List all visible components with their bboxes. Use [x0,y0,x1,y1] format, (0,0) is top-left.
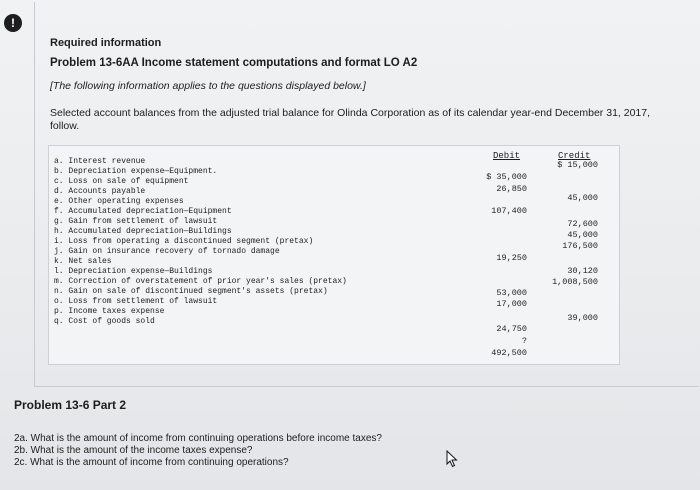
credit-value: 30,120 [567,266,598,276]
table-row-label: e. Other operating expenses [54,197,184,206]
instruction-note: [The following information applies to the questions displayed below.] [50,80,366,92]
debit-value: 19,250 [496,253,527,263]
table-row-label: m. Correction of overstatement of prior year's sales (pretax) [54,277,347,286]
table-row-label: j. Gain on insurance recovery of tornado damage [54,247,280,256]
credit-value: 39,000 [567,313,598,323]
debit-value: 492,500 [491,348,527,358]
question-2c: 2c. What is the amount of income from continuing operations? [14,457,289,468]
credit-value: 45,000 [567,193,598,203]
table-row-label: a. Interest revenue [54,157,146,166]
table-row-label: n. Gain on sale of discontinued segment's assets (pretax) [54,287,328,296]
table-row-label: o. Loss from settlement of lawsuit [54,297,218,306]
debit-value: 24,750 [496,324,527,334]
question-2b: 2b. What is the amount of the income taxes expense? [14,445,253,456]
debit-value: 53,000 [496,288,527,298]
problem-title: Problem 13-6AA Income statement computations and format LO A2 [50,57,418,69]
debit-value: $ 35,000 [486,172,527,182]
part-title: Problem 13-6 Part 2 [14,398,127,412]
intro-text: Selected account balances from the adjusted trial balance for Olinda Corporation as of its calendar year-end December 31, 2017, follow. [50,107,651,132]
debit-value: 107,400 [491,206,527,216]
table-row-label: g. Gain from settlement of lawsuit [54,217,218,226]
table-row-label: l. Depreciation expense—Buildings [54,267,213,276]
debit-value: 26,850 [496,184,527,194]
debit-value: ? [521,336,527,346]
alert-icon: ! [4,14,22,32]
credit-value: 176,500 [562,241,598,251]
credit-value: 72,600 [567,219,598,229]
table-row-label: f. Accumulated depreciation—Equipment [54,207,232,216]
debit-value: 17,000 [496,299,527,309]
credit-header: Credit [558,151,591,161]
credit-value: $ 15,000 [557,160,598,170]
table-row-label: c. Loss on sale of equipment [54,177,189,186]
table-row-label: b. Depreciation expense—Equipment. [54,167,218,176]
table-row-label: i. Loss from operating a discontinued segment (pretax) [54,237,314,246]
credit-value: 45,000 [567,230,598,240]
debit-header: Debit [493,151,521,161]
table-row-label: k. Net sales [54,257,112,266]
table-row-label: p. Income taxes expense [54,307,165,316]
table-row-label: q. Cost of goods sold [54,317,155,326]
mouse-pointer-icon [446,450,458,468]
credit-value: 1,008,500 [552,277,598,287]
question-2a: 2a. What is the amount of income from continuing operations before income taxes? [14,433,382,444]
required-info-heading: Required information [50,37,162,49]
table-row-label: d. Accounts payable [54,187,146,196]
table-row-label: h. Accumulated depreciation—Buildings [54,227,232,236]
